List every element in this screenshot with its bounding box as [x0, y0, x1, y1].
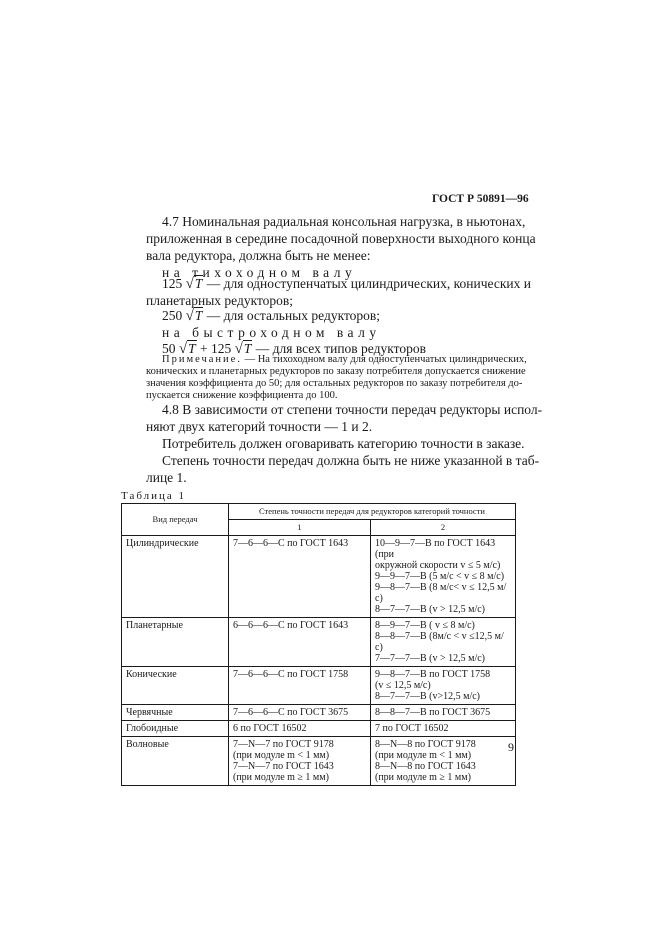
page-number: 9 — [508, 740, 514, 754]
note-line4: пускается снижение коэффициента до 100. — [146, 390, 338, 401]
cell-type: Планетарные — [122, 618, 229, 667]
cell-line: 8—8—7—В (8м/с < v ≤12,5 м/с) — [375, 631, 504, 653]
para-4-8-line4: Степень точности передач должна быть не ниже указанной в таб- — [162, 453, 540, 468]
table-caption: Таблица 1 — [121, 490, 187, 502]
document-header: ГОСТ Р 50891—96 — [432, 193, 529, 205]
formula-1: 125 √T — для одноступенчатых цилиндрических, конических и — [162, 276, 531, 292]
table-body — [122, 536, 516, 786]
col-header-cat2: 2 — [371, 520, 516, 536]
col-header-cat1: 1 — [229, 520, 371, 536]
cell-line: 8—N—8 по ГОСТ 9178 — [375, 739, 476, 750]
sqrt-symbol: √T — [234, 341, 252, 357]
cell-line: (v ≤ 12,5 м/с) — [375, 680, 431, 691]
cell-type: Глобоидные — [122, 721, 229, 737]
cell-line: 7—7—7—В (v > 12,5 м/с) — [375, 653, 486, 664]
cell-line: 7—N—7 по ГОСТ 1643 — [233, 761, 334, 772]
cell-line: окружной скорости v ≤ 5 м/с) — [375, 560, 501, 571]
cell-line: 7—N—7 по ГОСТ 9178 — [233, 739, 334, 750]
cell-line: (при модуле m ≥ 1 мм) — [375, 772, 471, 783]
para-4-8-line3: Потребитель должен оговаривать категорию точности в заказе. — [162, 436, 525, 451]
table-row — [122, 721, 516, 737]
note-line3: значения коэффициента до 50; для остальных редукторов по заказу потребителя до- — [146, 378, 523, 389]
cell-line: 8—N—8 по ГОСТ 1643 — [375, 761, 476, 772]
cell-line: (при модуле m < 1 мм) — [233, 750, 330, 761]
cell-type: Конические — [122, 667, 229, 705]
col-header-group: Степень точности передач для редукторов категорий точности — [229, 504, 516, 520]
sqrt-symbol: √T — [185, 276, 203, 292]
cell-line: (при модуле m ≥ 1 мм) — [233, 772, 329, 783]
cell-cat2 — [371, 705, 516, 721]
cell-line: 8—7—7—В (v > 12,5 м/с) — [375, 604, 486, 615]
sqrt-symbol: √T — [178, 341, 196, 357]
cell-cat2 — [371, 618, 516, 667]
para-4-7-line1: 4.7 Номинальная радиальная консольная нагрузка, в ньютонах, — [162, 214, 526, 229]
note-line1: Примечание. — На тихоходном валу для одноступенчатых цилиндрических, — [162, 354, 527, 365]
sqrt-symbol: √T — [185, 308, 203, 324]
cell-line: 9—9—7—В (5 м/с < v ≤ 8 м/с) — [375, 571, 505, 582]
cell-line: 7—6—6—С по ГОСТ 1643 — [233, 538, 349, 549]
cell-cat1 — [229, 721, 371, 737]
formula-2: 250 √T — для остальных редукторов; — [162, 308, 381, 324]
cell-cat1 — [229, 737, 371, 786]
para-4-8-line5: лице 1. — [146, 470, 187, 485]
slow-shaft-heading: на тихоходном валу — [162, 265, 357, 280]
cell-cat1 — [229, 705, 371, 721]
cell-cat2 — [371, 536, 516, 618]
cell-type: Червячные — [122, 705, 229, 721]
cell-cat1 — [229, 618, 371, 667]
cell-cat2 — [371, 721, 516, 737]
cell-line: 7—6—6—С по ГОСТ 3675 — [233, 707, 349, 718]
para-4-7-line2: приложенная в середине посадочной поверхности выходного конца — [146, 231, 536, 246]
note-line2: конических и планетарных редукторов по заказу потребителя допускается снижение — [146, 366, 526, 377]
cell-cat1 — [229, 667, 371, 705]
cell-type: Цилиндрические — [122, 536, 229, 618]
para-4-8-line1: 4.8 В зависимости от степени точности передач редукторы испол- — [162, 402, 543, 417]
fast-shaft-heading: на быстроходном валу — [162, 325, 381, 340]
cell-cat2 — [371, 737, 516, 786]
cell-line: 7 по ГОСТ 16502 — [375, 723, 449, 734]
para-4-7-line3: вала редуктора, должна быть не менее: — [146, 248, 371, 263]
table-row — [122, 705, 516, 721]
cell-line: 9—8—7—В по ГОСТ 1758 — [375, 669, 491, 680]
table-row — [122, 618, 516, 667]
cell-line: 8—7—7—В (v>12,5 м/с) — [375, 691, 481, 702]
cell-line: 6—6—6—С по ГОСТ 1643 — [233, 620, 349, 631]
table-row — [122, 667, 516, 705]
table-row — [122, 536, 516, 618]
cell-line: 8—8—7—В по ГОСТ 3675 — [375, 707, 491, 718]
formula-1-cont: планетарных редукторов; — [146, 293, 294, 308]
cell-cat1 — [229, 536, 371, 618]
accuracy-table — [121, 503, 516, 786]
para-4-8-line2: няют двух категорий точности — 1 и 2. — [146, 419, 373, 434]
cell-line: (при модуле m < 1 мм) — [375, 750, 472, 761]
cell-line: 10—9—7—В по ГОСТ 1643 (при — [375, 538, 496, 560]
col-header-type: Вид передач — [122, 504, 229, 536]
cell-line: 7—6—6—С по ГОСТ 1758 — [233, 669, 349, 680]
table-row — [122, 737, 516, 786]
cell-line: 8—9—7—В ( v ≤ 8 м/с) — [375, 620, 475, 631]
cell-cat2 — [371, 667, 516, 705]
cell-line: 6 по ГОСТ 16502 — [233, 723, 307, 734]
cell-line: 9—8—7—В (8 м/с< v ≤ 12,5 м/с) — [375, 582, 507, 604]
cell-type: Волновые — [122, 737, 229, 786]
formula-3: 50 √T + 125 √T — для всех типов редукторов — [162, 341, 426, 357]
